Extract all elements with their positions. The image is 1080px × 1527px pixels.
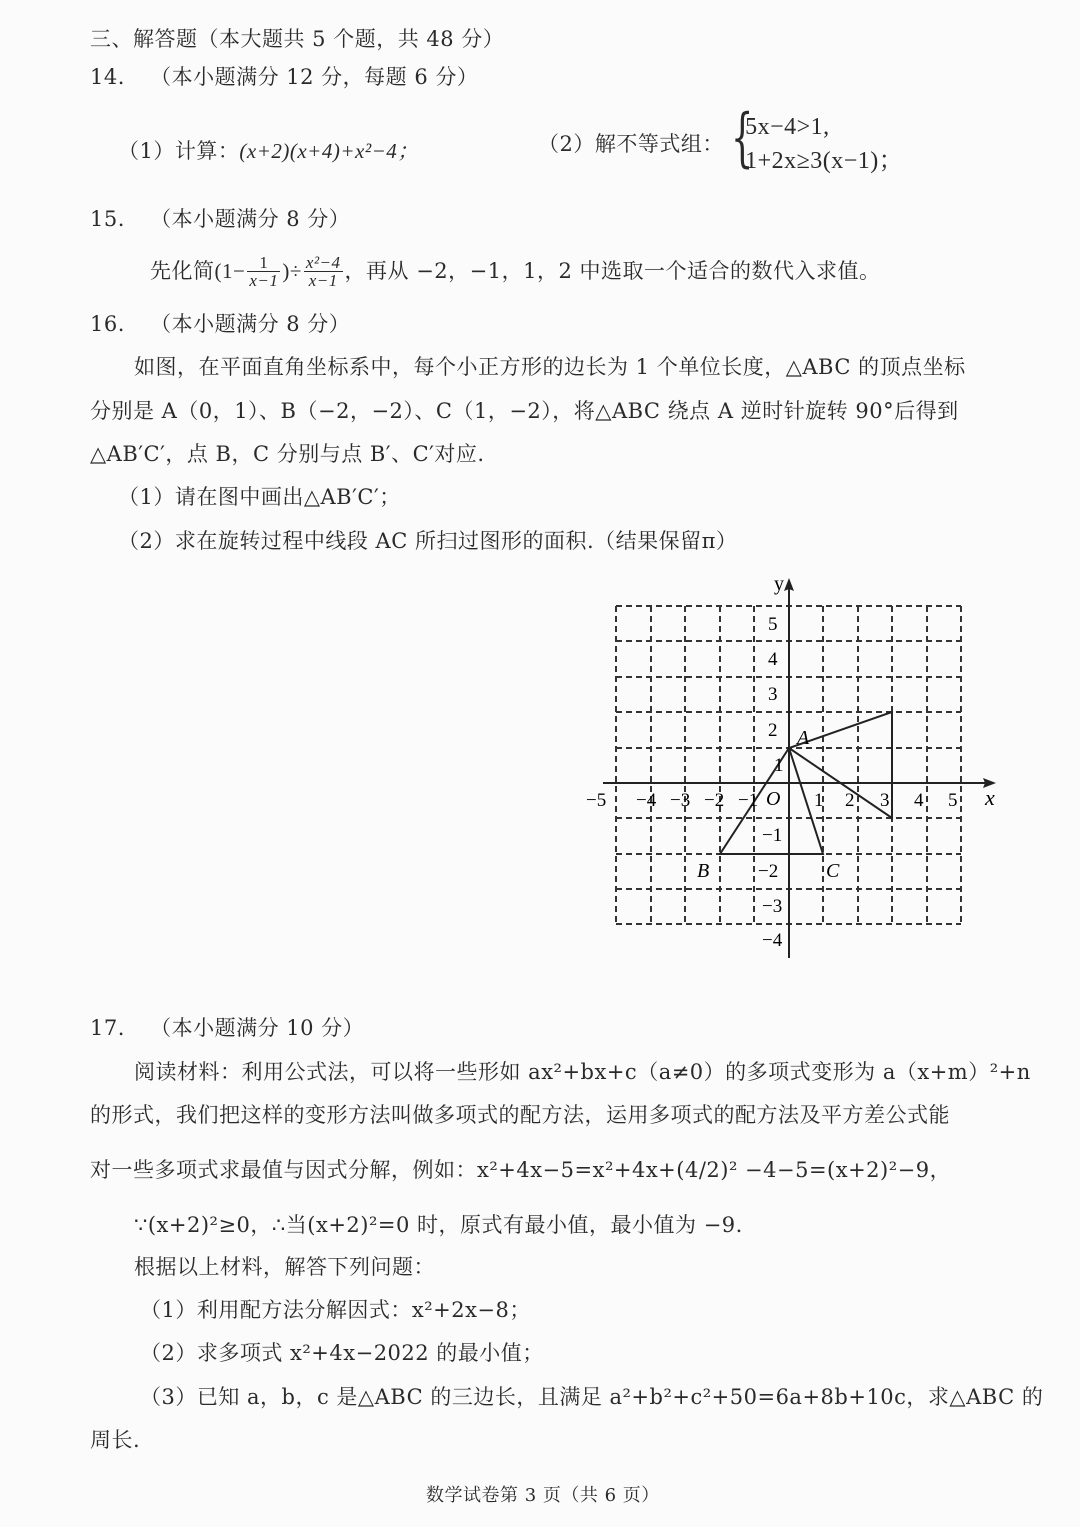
origin-label: O bbox=[766, 788, 781, 810]
y-tick-label: −1 bbox=[762, 825, 783, 846]
q16-part2: （2）求在旋转过程中线段 AC 所扫过图形的面积.（结果保留π） bbox=[118, 529, 738, 553]
q17-line2: 的形式，我们把这样的变形方法叫做多项式的配方法，运用多项式的配方法及平方差公式能 bbox=[90, 1103, 950, 1127]
x-tick-label: 3 bbox=[880, 790, 890, 811]
q15-score: （本小题满分 8 分） bbox=[150, 207, 351, 231]
section-heading: 三、解答题（本大题共 5 个题，共 48 分） bbox=[90, 27, 505, 51]
q15-number: 15. bbox=[90, 207, 125, 231]
q17-line4: ∵(x+2)²≥0，∴当(x+2)²=0 时，原式有最小值，最小值为 −9. bbox=[134, 1213, 743, 1237]
q17-header bbox=[90, 1018, 364, 1039]
fraction-numerator: 1 bbox=[247, 254, 280, 272]
q15-expr-close: )÷ bbox=[282, 259, 302, 283]
q17-line3: 对一些多项式求最值与因式分解，例如：x²+4x−5=x²+4x+(4/2)² −4−5=(x+2)²−9， bbox=[90, 1158, 952, 1182]
q17-score: （本小题满分 10 分） bbox=[150, 1016, 365, 1040]
q14-number: 14. bbox=[90, 65, 125, 89]
q14-part1-label: （1）计算： bbox=[118, 139, 240, 163]
x-tick-label: 4 bbox=[914, 790, 924, 811]
x-tick-label: −2 bbox=[704, 790, 725, 811]
x-tick-label: 1 bbox=[814, 790, 824, 811]
q17-line1: 阅读材料：利用公式法，可以将一些形如 ax²+bx+c（a≠0）的多项式变形为 a（x+m）²+n bbox=[134, 1060, 1031, 1084]
q17-number: 17. bbox=[90, 1016, 125, 1040]
y-tick-label: 5 bbox=[768, 614, 778, 635]
x-tick-label: −3 bbox=[670, 790, 691, 811]
y-tick-label: −3 bbox=[762, 896, 783, 917]
x-tick-label: 5 bbox=[948, 790, 958, 811]
q15-prefix: 先化简 bbox=[150, 259, 215, 283]
point-a-label: A bbox=[797, 727, 810, 749]
y-tick-label: 3 bbox=[768, 684, 778, 705]
q17-part2: （2）求多项式 x²+4x−2022 的最小值； bbox=[140, 1341, 544, 1365]
x-tick-label: −4 bbox=[636, 790, 657, 811]
q15-expr-open: (1− bbox=[214, 259, 246, 283]
q16-line1: 如图，在平面直角坐标系中，每个小正方形的边长为 1 个单位长度，△ABC 的顶点坐标 bbox=[134, 355, 966, 379]
point-c-label: C bbox=[826, 860, 840, 882]
q16-line3: △AB′C′，点 B，C 分别与点 B′、C′对应. bbox=[90, 442, 485, 466]
point-b-label: B bbox=[697, 860, 710, 882]
q14-part1-expr: (x+2)(x+4)+x²−4； bbox=[239, 139, 419, 163]
q14-part2-label: （2）解不等式组： bbox=[538, 131, 724, 156]
inequality-row-2: 1+2x≥3(x−1)； bbox=[745, 148, 904, 174]
q17-part3: （3）已知 a，b，c 是△ABC 的三边长，且满足 a²+b²+c²+50=6a+8b+10c，求△ABC 的 bbox=[140, 1385, 1044, 1409]
y-tick-label: 2 bbox=[768, 720, 778, 741]
fraction-denominator: x−1 bbox=[308, 271, 338, 290]
inequality-row-1: 5x−4>1, bbox=[745, 114, 830, 140]
fraction-numerator: x²−4 bbox=[305, 253, 341, 272]
x-tick-label: 2 bbox=[845, 790, 855, 811]
x-tick-label: −1 bbox=[738, 790, 759, 811]
q16-part1: （1）请在图中画出△AB′C′； bbox=[118, 485, 401, 509]
q16-score: （本小题满分 8 分） bbox=[150, 312, 351, 336]
page-footer: 数学试卷第 3 页（共 6 页） bbox=[426, 1485, 660, 1506]
q16-line2: 分别是 A（0，1）、B（−2，−2）、C（1，−2），将△ABC 绕点 A 逆时针旋转 90°后得到 bbox=[90, 399, 959, 423]
y-tick-label: 1 bbox=[774, 755, 784, 776]
y-tick-label: −4 bbox=[762, 930, 783, 951]
q17-part1: （1）利用配方法分解因式：x²+2x−8； bbox=[140, 1298, 531, 1322]
x-tick-label: −5 bbox=[586, 790, 607, 811]
y-tick-label: 4 bbox=[768, 649, 778, 670]
q17-part3-continued: 周长. bbox=[90, 1428, 141, 1452]
fraction-denominator: x−1 bbox=[249, 271, 279, 290]
q15-suffix: ，再从 −2，−1，1，2 中选取一个适合的数代入求值。 bbox=[344, 259, 881, 283]
q16-number: 16. bbox=[90, 312, 125, 336]
y-tick-label: −2 bbox=[758, 861, 779, 882]
left-brace-icon: { bbox=[731, 101, 754, 175]
x-axis-label: x bbox=[985, 785, 995, 810]
q17-line5: 根据以上材料，解答下列问题： bbox=[134, 1255, 435, 1279]
q14-score: （本小题满分 12 分，每题 6 分） bbox=[150, 65, 479, 89]
y-axis-label: y bbox=[774, 573, 784, 595]
